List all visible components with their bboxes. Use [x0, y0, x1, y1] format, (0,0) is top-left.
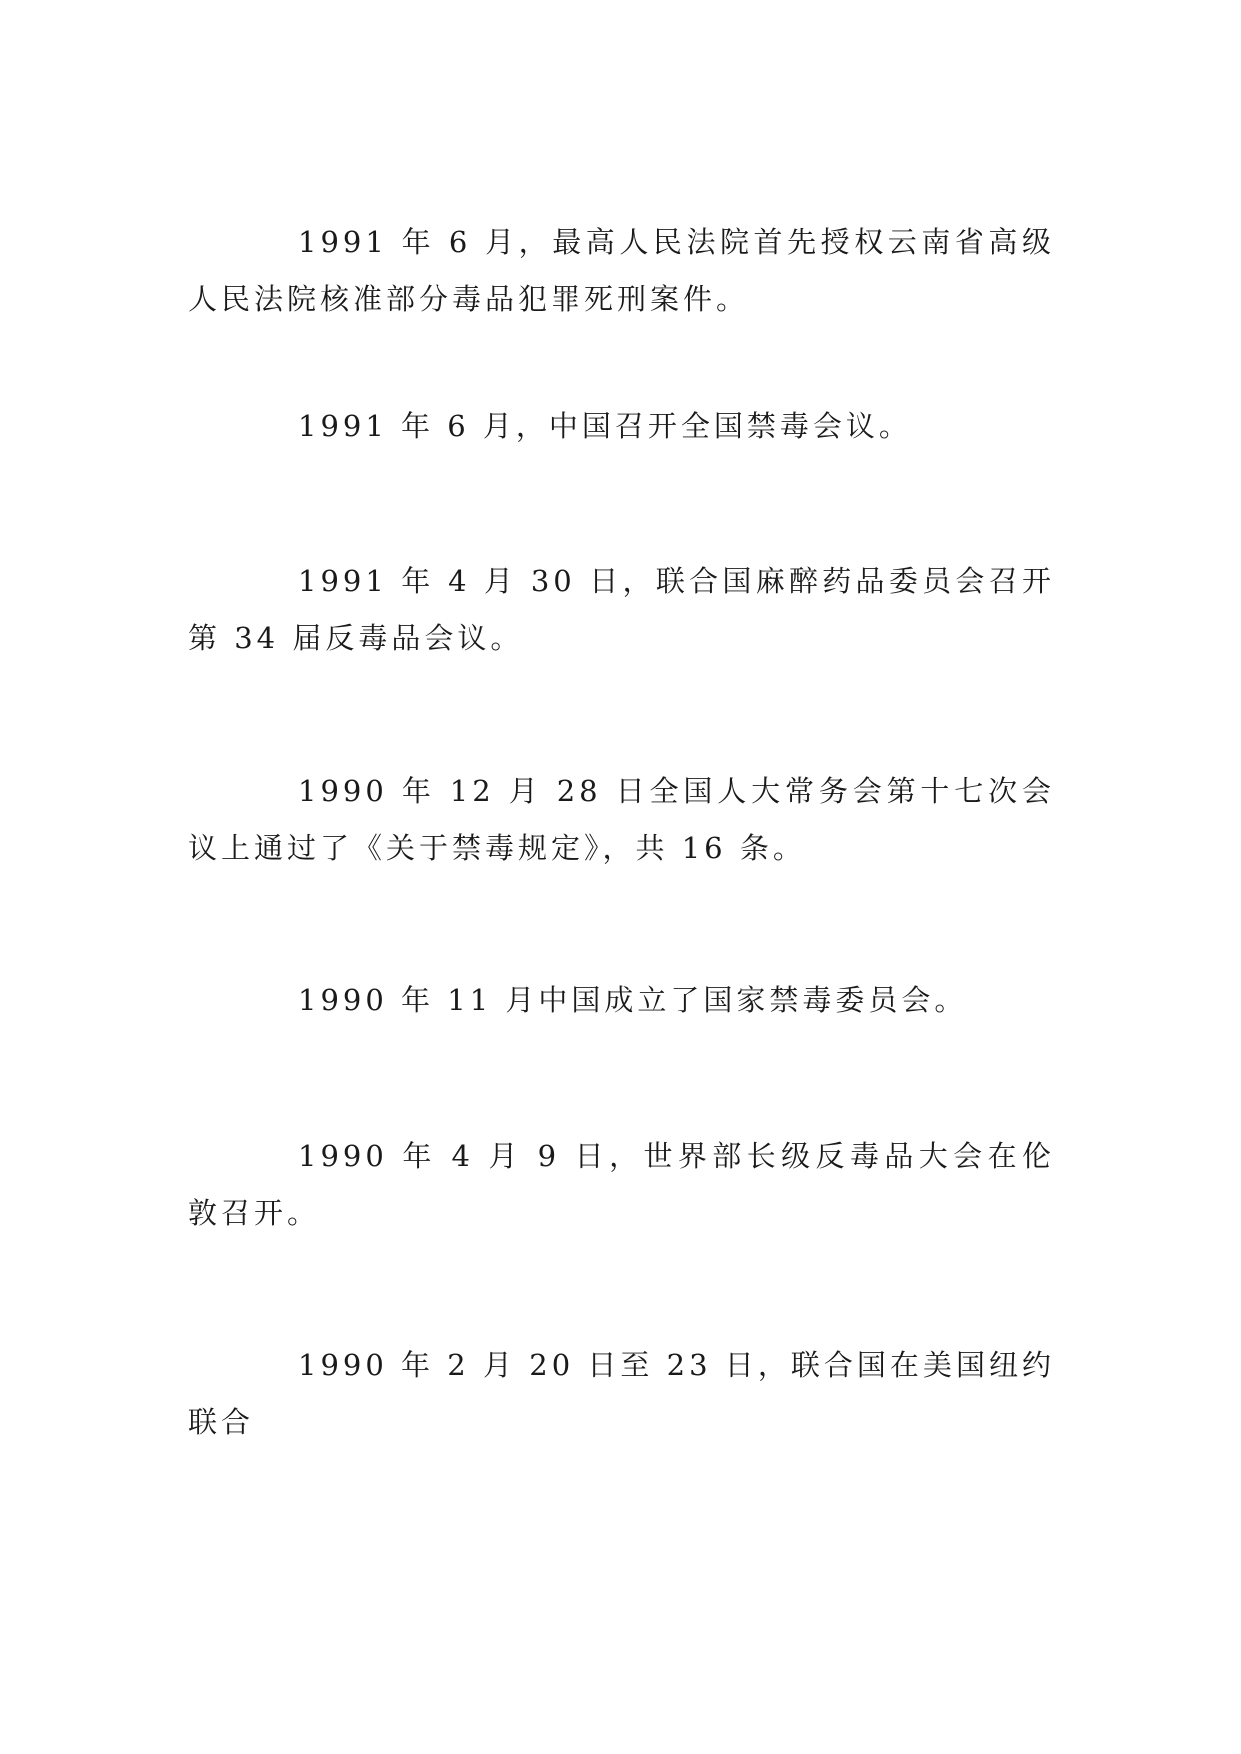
paragraph-1991-june-conference: 1991 年 6 月，中国召开全国禁毒会议。 — [298, 409, 912, 443]
paragraph-1990-december-npc: 1990 年 12 月 28 日全国人大常务会第十七次会议上通过了《关于禁毒规定》，共 16 条。 — [188, 774, 1055, 865]
paragraph-1990-april-london: 1990 年 4 月 9 日，世界部长级反毒品大会在伦敦召开。 — [188, 1139, 1055, 1230]
paragraph-1990-november-committee: 1990 年 11 月中国成立了国家禁毒委员会。 — [298, 983, 968, 1017]
paragraph-1990-february-newyork: 1990 年 2 月 20 日至 23 日，联合国在美国纽约联合 — [188, 1348, 1055, 1439]
paragraph-1991-june-court: 1991 年 6 月，最高人民法院首先授权云南省高级人民法院核准部分毒品犯罪死刑案件。 — [188, 225, 1055, 316]
paragraph-1991-april-un: 1991 年 4 月 30 日，联合国麻醉药品委员会召开第 34 届反毒品会议。 — [188, 564, 1055, 655]
